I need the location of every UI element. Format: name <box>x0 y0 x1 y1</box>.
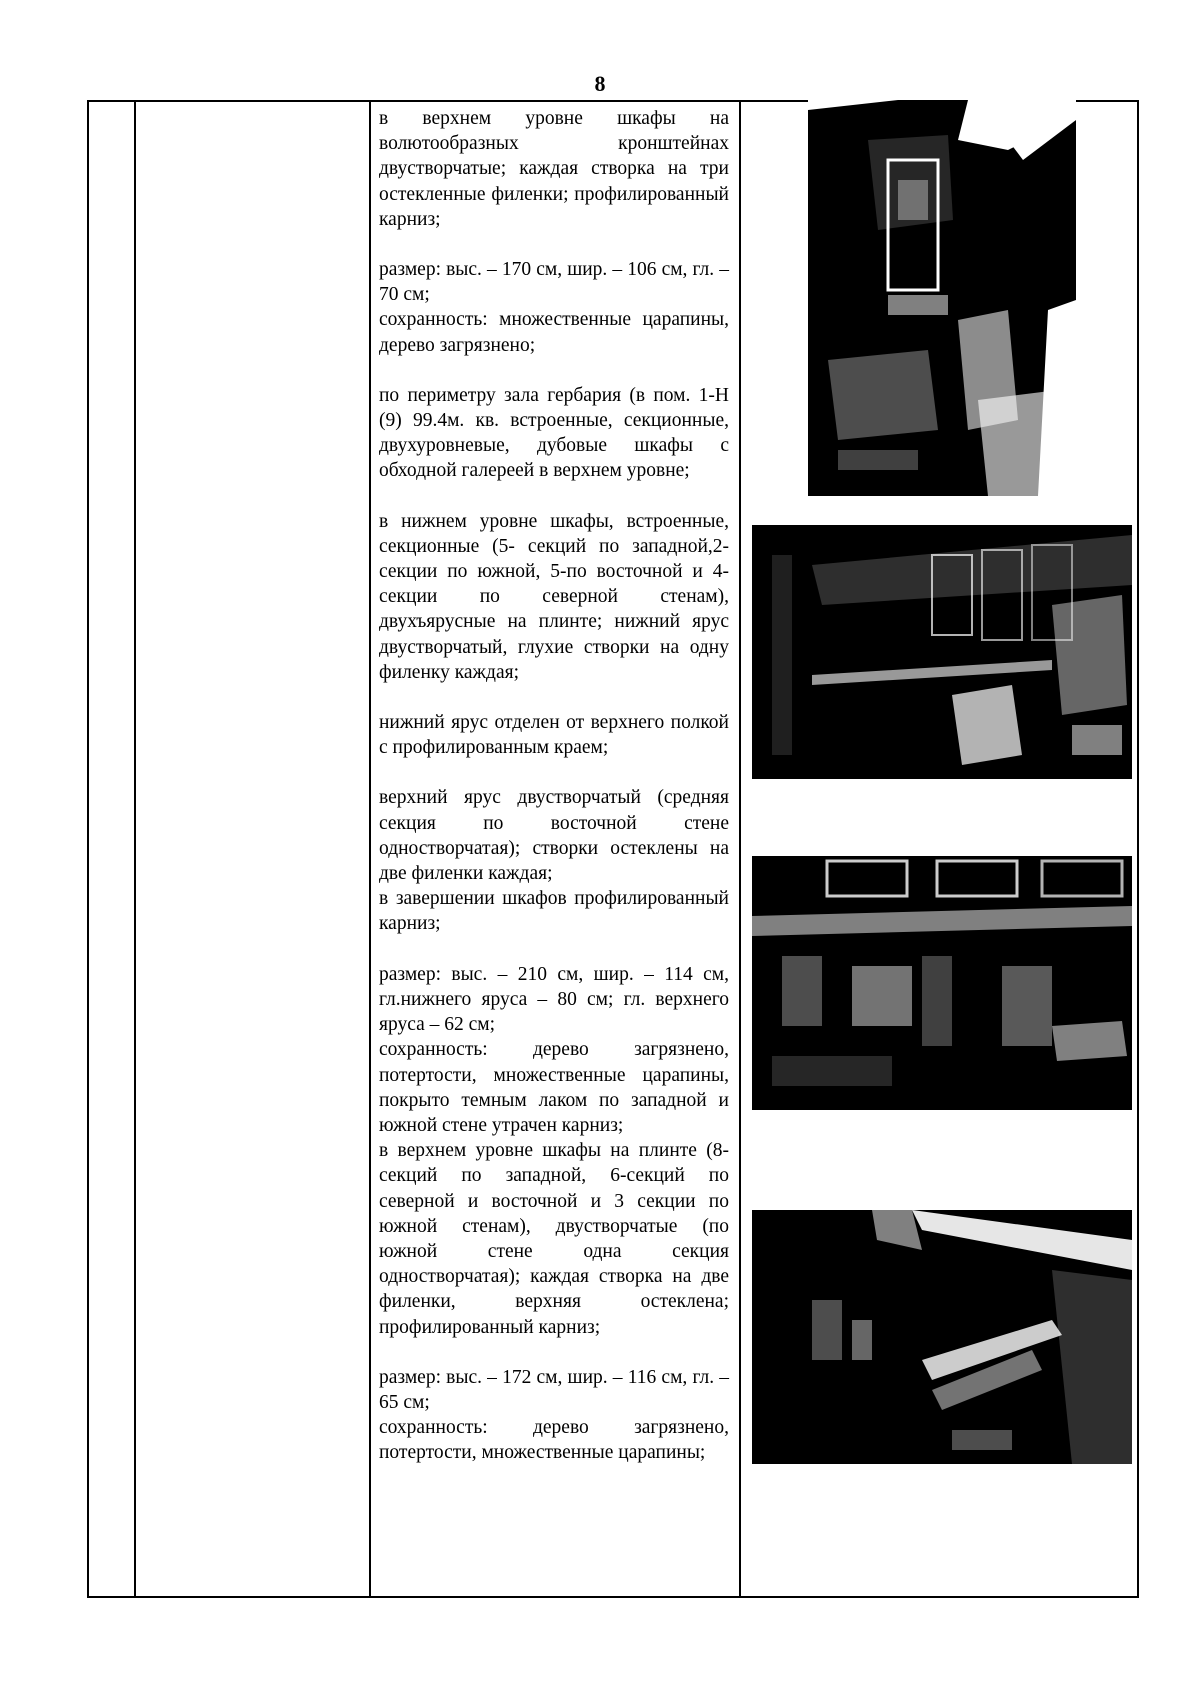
photo-herbarium-gallery <box>752 1210 1132 1464</box>
description-paragraph: в нижнем уровне шкафы, встроенные, секционные (5- секций по западной,2-секции по южной, 5-по восточной и 4-секции по северной стенам), двухъярусные на плинте; нижний ярус двустворчатый, глухие створки на одну филенку каждая; <box>379 510 729 683</box>
photo-herbarium-hall-lower-cabinets <box>752 525 1132 779</box>
column-divider <box>739 102 741 1596</box>
description-paragraph: по периметру зала гербария (в пом. 1-Н (9) 99.4м. кв. встроенные, секционные, двухуровневые, дубовые шкафы с обходной галереей в верхнем уровне; <box>379 384 729 482</box>
description-paragraph: сохранность: дерево загрязнено, потертости, множественные царапины; <box>379 1417 729 1464</box>
description-paragraph: в верхнем уровне шкафы на плинте (8-секций по западной, 6-секций по северной и восточной и 3 секции по южной стенам), двустворчатые (по южной стене одна секция одностворчатая); каждая створка на две филенки, верхняя остеклена; профилированный карниз; <box>379 1140 729 1338</box>
description-cell <box>379 102 729 1466</box>
description-paragraph: сохранность: множественные царапины, дерево загрязнено; <box>379 309 729 356</box>
photo-herbarium-hall-upper-cabinets <box>752 856 1132 1110</box>
column-divider <box>369 102 371 1596</box>
description-paragraph: нижний ярус отделен от верхнего полкой с профилированным краем; <box>379 712 729 759</box>
description-paragraph: в верхнем уровне шкафы на волютообразных кронштейнах двустворчатые; каждая створка на три остекленные филенки; профилированный карниз; <box>379 108 729 230</box>
description-paragraph: верхний ярус двустворчатый (средняя секция по восточной стене одностворчатая); створки остеклены на две филенки каждая; <box>379 787 729 885</box>
description-paragraph: размер: выс. – 210 см, шир. – 114 см, гл.нижнего яруса – 80 см; гл. верхнего яруса – 62 см; <box>379 963 729 1036</box>
description-paragraph: сохранность: дерево загрязнено, потертости, множественные царапины, покрыто темным лаком по западной и южной стене утрачен карниз; <box>379 1039 729 1136</box>
description-paragraph: размер: выс. – 170 см, шир. – 106 см, гл. – 70 см; <box>379 259 729 306</box>
description-paragraph: размер: выс. – 172 см, шир. – 116 см, гл. – 65 см; <box>379 1366 729 1413</box>
column-divider <box>134 102 136 1596</box>
page-number: 8 <box>594 71 606 96</box>
description-paragraph: в завершении шкафов профилированный карниз; <box>379 888 729 935</box>
photo-cabinet-upper-level <box>808 100 1076 496</box>
